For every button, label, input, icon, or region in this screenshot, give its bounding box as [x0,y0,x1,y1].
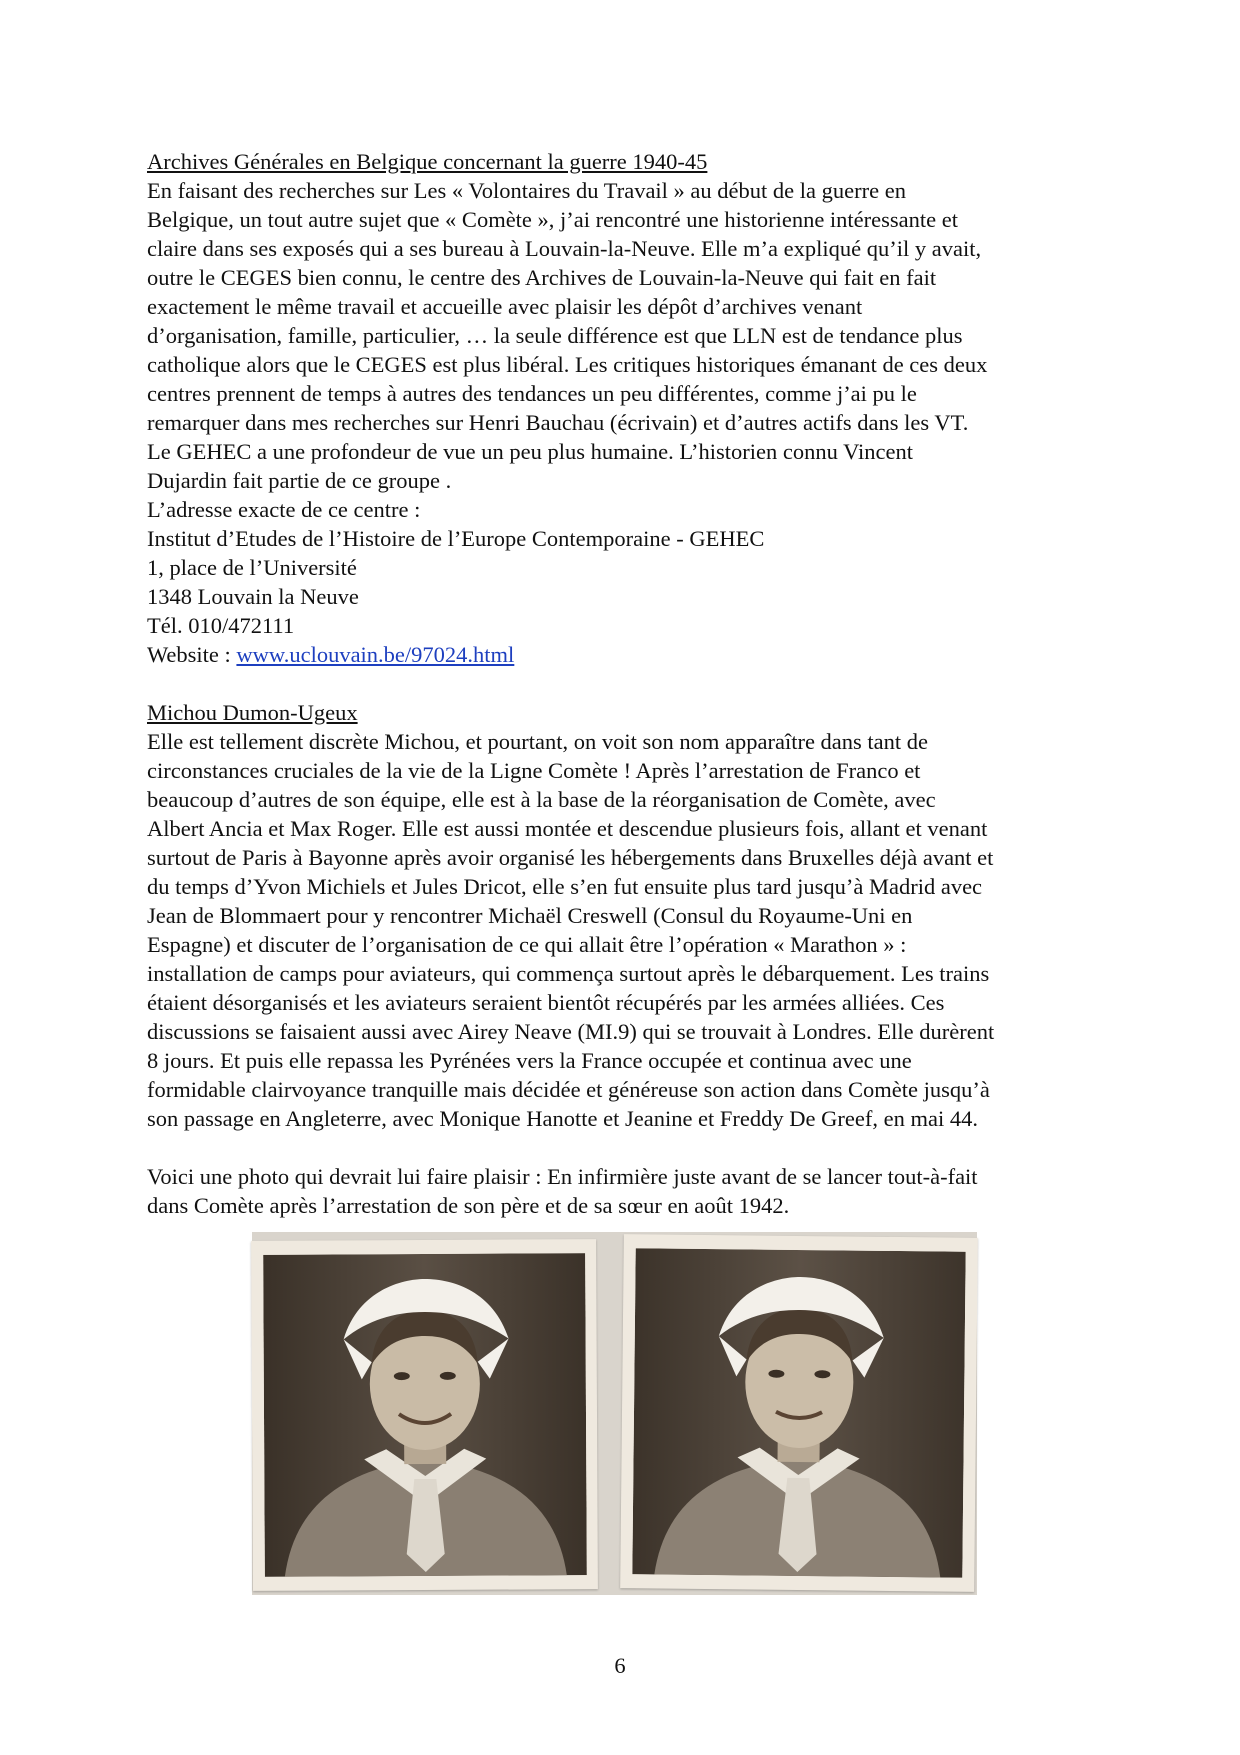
spacer [147,669,1097,698]
paragraph-line: installation de camps pour aviateurs, qui commença surtout après le débarquement. Les trains [147,961,990,986]
paragraph-line: En faisant des recherches sur Les « Volontaires du Travail » au début de la guerre en [147,178,906,203]
paragraph-line: Le GEHEC a une profondeur de vue un peu plus humaine. L’historien connu Vincent [147,439,913,464]
paragraph-line: d’organisation, famille, particulier, … la seule différence est que LLN est de tendance plus [147,323,963,348]
paragraph-line: son passage en Angleterre, avec Monique Hanotte et Jeanine et Freddy De Greef, en mai 44. [147,1106,978,1131]
paragraph-line: formidable clairvoyance tranquille mais décidée et généreuse son action dans Comète jusqu’à [147,1077,990,1102]
website-label: Website : [147,642,237,667]
website-link[interactable]: www.uclouvain.be/97024.html [236,642,515,667]
paragraph-line: exactement le même travail et accueille avec plaisir les dépôt d’archives venant [147,294,863,319]
address-intro: L’adresse exacte de ce centre : [147,497,421,522]
paragraph-line: catholique alors que le CEGES est plus libéral. Les critiques historiques émanant de ces deux [147,352,988,377]
paragraph-line: étaient désorganisés et les aviateurs seraient bientôt récupérés par les armées alliées. Ces [147,990,945,1015]
section-title-michou: Michou Dumon-Ugeux [147,700,358,725]
paragraph-line: Albert Ancia et Max Roger. Elle est aussi montée et descendue plusieurs fois, allant et venant [147,816,988,841]
paragraph-line: Elle est tellement discrète Michou, et pourtant, on voit son nom apparaître dans tant de [147,729,929,754]
caption-line: Voici une photo qui devrait lui faire plaisir : En infirmière juste avant de se lancer tout-à-fait [147,1164,978,1189]
nurse-portrait-right [632,1248,965,1577]
page-content [147,147,1097,1220]
section-photo-caption [147,1162,1097,1220]
paragraph-line: beaucoup d’autres de son équipe, elle est à la base de la réorganisation de Comète, avec [147,787,936,812]
photo-right [620,1234,978,1592]
paragraph-line: circonstances cruciales de la vie de la Ligne Comète ! Après l’arrestation de Franco et [147,758,921,783]
nurse-portrait-left [263,1253,587,1577]
address-phone: Tél. 010/472111 [147,613,295,638]
address-street: 1, place de l’Université [147,555,357,580]
paragraph-line: du temps d’Yvon Michiels et Jules Dricot, elle s’en fut ensuite plus tard jusqu’à Madrid avec [147,874,983,899]
paragraph-line: claire dans ses exposés qui a ses bureau à Louvain-la-Neuve. Elle m’a expliqué qu’il y avait, [147,236,982,261]
nurse-photographs [252,1232,977,1595]
address-city: 1348 Louvain la Neuve [147,584,359,609]
paragraph-line: remarquer dans mes recherches sur Henri Bauchau (écrivain) et d’autres actifs dans les VT. [147,410,969,435]
paragraph-line: Dujardin fait partie de ce groupe . [147,468,452,493]
website-line [147,640,1097,669]
page-number: 6 [614,1653,626,1678]
paragraph-line: Espagne) et discuter de l’organisation de ce qui allait être l’opération « Marathon » : [147,932,907,957]
paragraph-line: Belgique, un tout autre sujet que « Comète », j’ai rencontré une historienne intéressante et [147,207,958,232]
paragraph-line: 8 jours. Et puis elle repassa les Pyrénées vers la France occupée et continua avec une [147,1048,912,1073]
caption-line: dans Comète après l’arrestation de son père et de sa sœur en août 1942. [147,1193,790,1218]
photo-left [251,1239,598,1591]
paragraph-line: centres prennent de temps à autres des tendances un peu différentes, comme j’ai pu le [147,381,917,406]
paragraph-line: surtout de Paris à Bayonne après avoir organisé les hébergements dans Bruxelles déjà avant et [147,845,994,870]
section-michou [147,698,1097,1133]
address-institution: Institut d’Etudes de l’Histoire de l’Europe Contemporaine - GEHEC [147,526,765,551]
section-title-archives: Archives Générales en Belgique concernant la guerre 1940-45 [147,149,708,174]
section-archives [147,147,1097,669]
spacer [147,1133,1097,1162]
paragraph-line: Jean de Blommaert pour y rencontrer Michaël Creswell (Consul du Royaume-Uni en [147,903,913,928]
paragraph-line: discussions se faisaient aussi avec Airey Neave (MI.9) qui se trouvait à Londres. Elle durèrent [147,1019,995,1044]
paragraph-line: outre le CEGES bien connu, le centre des Archives de Louvain-la-Neuve qui fait en fait [147,265,937,290]
